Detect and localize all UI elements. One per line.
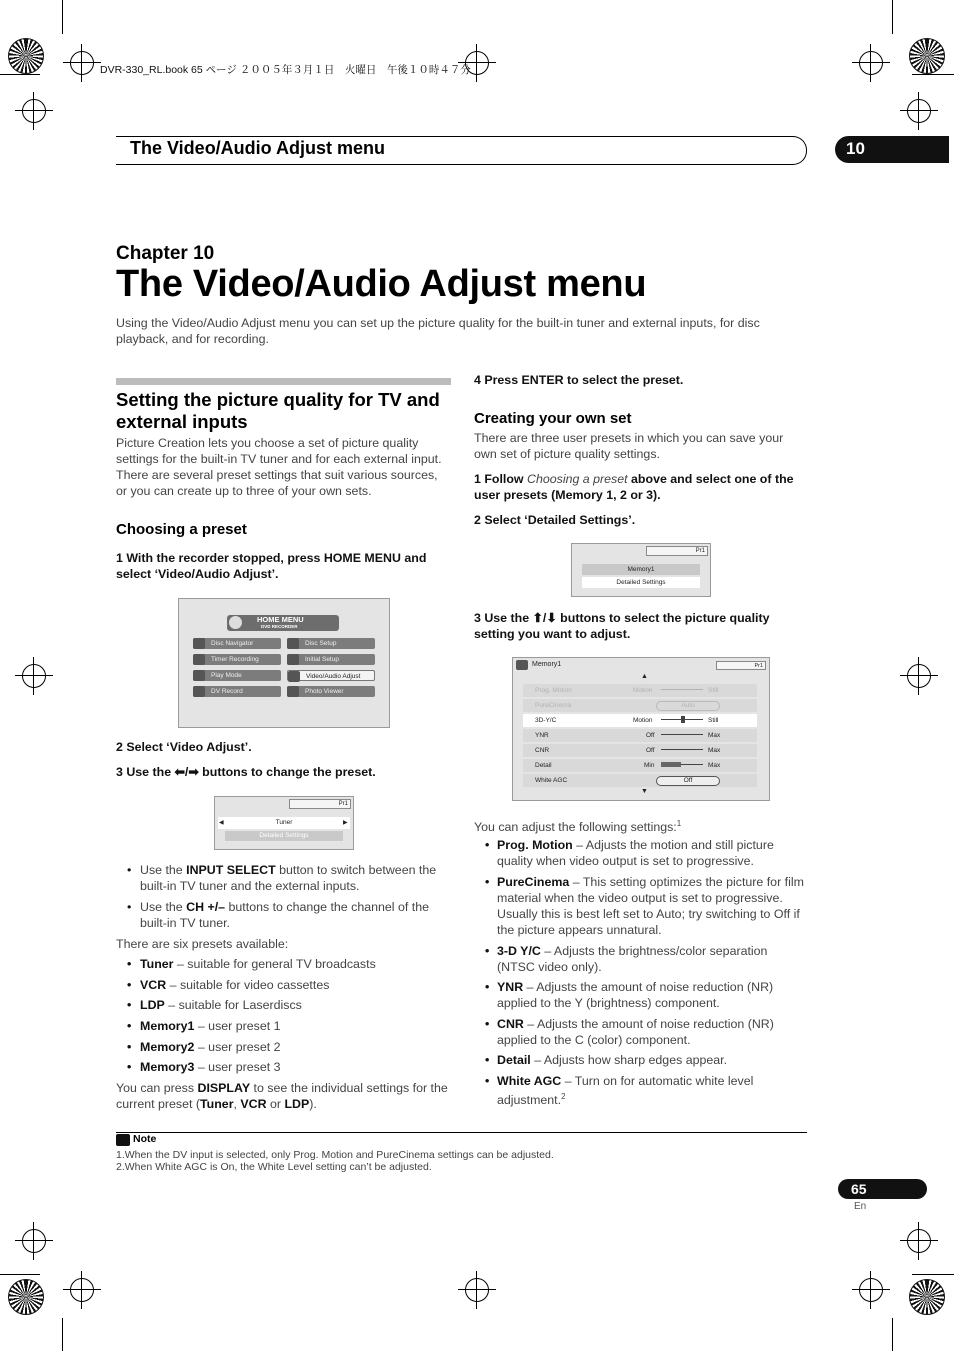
note-icon — [116, 1134, 130, 1146]
menu-item-icon — [287, 654, 299, 665]
setting-row-prog-motion[interactable]: Prog. Motion Motion Still — [523, 684, 757, 697]
presets-intro: There are six presets available: — [116, 937, 289, 951]
down-arrow-icon: ▼ — [641, 788, 648, 795]
intro-paragraph: Using the Video/Audio Adjust menu you can set up the picture quality for the built-in tuner and external inputs, for disc playback, and for recording. — [116, 316, 760, 346]
menu-initial-setup[interactable]: Initial Setup — [287, 654, 375, 665]
preset-badge: Pr1 — [716, 661, 766, 670]
setting-desc: • CNR – Adjusts the amount of noise reduction (NR) applied to the C (color) component. — [485, 1017, 774, 1047]
page-number-tab — [838, 1179, 927, 1199]
setting-desc: • 3-D Y/C – Adjusts the brightness/color separation (NTSC video only). — [485, 944, 768, 974]
own-set-body: There are three user presets in which you can save your own set of picture quality settings. — [474, 431, 784, 461]
preset-badge: Pr1 — [646, 546, 708, 556]
step-2: 2 Select ‘Video Adjust’. — [116, 740, 252, 754]
crop-line — [62, 0, 63, 34]
section-body: Picture Creation lets you choose a set of picture quality settings for the built-in TV tuner and for each external input. There are several preset settings that suit various sources, or you can create up to three of your own sets. — [116, 436, 442, 498]
preset-item: • Memory3 – user preset 3 — [127, 1060, 281, 1074]
subheading-choosing-preset: Choosing a preset — [116, 521, 247, 538]
slider-track — [661, 749, 703, 752]
running-header-title: The Video/Audio Adjust menu — [130, 138, 386, 158]
preset-badge: Pr1 — [289, 799, 351, 809]
menu-item-icon — [193, 686, 205, 697]
bullet-ch: • Use the CH +/– buttons to change the channel of the built-in TV tuner. — [127, 900, 429, 930]
footnote-1: 1.When the DV input is selected, only Prog. Motion and PureCinema settings can be adjusted. — [116, 1149, 554, 1161]
preset-item: • Memory2 – user preset 2 — [127, 1040, 281, 1054]
setting-row-ynr[interactable]: YNR Off Max — [523, 729, 757, 742]
menu-item-icon — [287, 638, 299, 649]
menu-item-icon — [193, 654, 205, 665]
menu-dv-record[interactable]: DV Record — [193, 686, 281, 697]
display-note: You can press DISPLAY to see the individual settings for the current preset (Tuner, VCR or LDP). — [116, 1081, 448, 1111]
page-number: 65 — [851, 1181, 867, 1197]
crop-line — [892, 1318, 893, 1351]
preset-item: • Memory1 – user preset 1 — [127, 1019, 281, 1033]
tuner-preset-screenshot — [214, 796, 354, 850]
crop-line — [892, 0, 893, 34]
crop-line — [912, 1274, 954, 1275]
preset-item: • LDP – suitable for Laserdiscs — [127, 998, 302, 1012]
crop-mark-sunburst — [909, 1279, 945, 1315]
setting-row-white-agc[interactable]: White AGC Off — [523, 774, 757, 787]
up-arrow-icon: ▲ — [641, 673, 648, 680]
home-menu-screenshot — [178, 598, 390, 728]
slider-fill — [661, 762, 681, 767]
chapter-tab-number: 10 — [846, 139, 865, 158]
menu-item-icon — [193, 638, 205, 649]
detailed-settings-screenshot — [512, 657, 770, 801]
video-icon — [516, 660, 528, 670]
home-menu-banner — [227, 615, 339, 631]
language-code: En — [854, 1201, 867, 1212]
setting-desc: • Detail – Adjusts how sharp edges appear. — [485, 1053, 728, 1067]
slider-track — [661, 734, 703, 737]
setting-desc: • YNR – Adjusts the amount of noise reduction (NR) applied to the Y (brightness) component. — [485, 980, 774, 1010]
page-title: The Video/Audio Adjust menu — [116, 263, 647, 305]
chapter-label: Chapter 10 — [116, 243, 215, 264]
setting-row-purecinema[interactable]: PureCinema Auto — [523, 699, 757, 712]
step-4: 4 Press ENTER to select the preset. — [474, 373, 684, 387]
chapter-tab — [835, 136, 949, 163]
book-file-line: DVR-330_RL.book 65 ページ ２００５年３月１日 火曜日 午後１０時４７分 — [100, 64, 471, 76]
setting-desc: • PureCinema – This setting optimizes the picture for film material when the video output is set to progressive. Usually this is best left set to Auto; try switching to Off if the picture appears unnatural. — [485, 875, 804, 937]
registration-mark — [907, 1229, 931, 1253]
crop-mark-sunburst — [8, 1279, 44, 1315]
detailed-settings-item[interactable]: Detailed Settings — [582, 577, 700, 588]
note-rule — [116, 1132, 807, 1133]
registration-mark — [70, 51, 94, 75]
setting-desc: • Prog. Motion – Adjusts the motion and still picture quality when video output is set to progressive. — [485, 838, 774, 868]
section-heading: Setting the picture quality for TV and external inputs — [116, 389, 440, 432]
menu-disc-navigator[interactable]: Disc Navigator — [193, 638, 281, 649]
bullet-input-select: • Use the INPUT SELECT button to switch between the built-in TV tuner and the external inputs. — [127, 863, 437, 893]
left-arrow-icon: ◀ — [219, 820, 224, 826]
menu-play-mode[interactable]: Play Mode — [193, 670, 281, 681]
disc-icon — [229, 616, 242, 629]
menu-item-icon — [287, 686, 299, 697]
registration-mark — [907, 664, 931, 688]
step-2-own: 2 Select ‘Detailed Settings’. — [474, 513, 636, 527]
registration-mark — [22, 664, 46, 688]
right-arrow-icon: ▶ — [343, 820, 348, 826]
preset-item: • Tuner – suitable for general TV broadcasts — [127, 957, 376, 971]
preset-selector[interactable]: Tuner — [218, 817, 350, 829]
step-3-own: 3 Use the ⬆/⬇ buttons to select the picture quality setting you want to adjust. — [474, 611, 770, 641]
registration-mark — [907, 99, 931, 123]
menu-item-icon — [193, 670, 205, 681]
crop-line — [0, 74, 40, 75]
slider-track — [661, 689, 703, 692]
menu-video-audio-adjust[interactable]: Video/Audio Adjust — [287, 670, 375, 681]
menu-item-icon — [288, 671, 300, 682]
note-label: Note — [133, 1133, 157, 1145]
setting-row-cnr[interactable]: CNR Off Max — [523, 744, 757, 757]
subheading-creating-own-set: Creating your own set — [474, 410, 632, 427]
menu-timer-recording[interactable]: Timer Recording — [193, 654, 281, 665]
home-menu-subtitle: DVD RECORDER — [261, 624, 298, 629]
memory1-item[interactable]: Memory1 — [582, 564, 700, 575]
registration-mark — [22, 1229, 46, 1253]
setting-row-detail[interactable]: Detail Min Max — [523, 759, 757, 772]
step-1: 1 With the recorder stopped, press HOME MENU and select ‘Video/Audio Adjust’. — [116, 551, 427, 581]
crop-line — [0, 1274, 40, 1275]
step-1-own: 1 Follow Choosing a preset above and select one of the user presets (Memory 1, 2 or 3). — [474, 472, 794, 502]
menu-disc-setup[interactable]: Disc Setup — [287, 638, 375, 649]
step-3: 3 Use the ⬅/➡ buttons to change the preset. — [116, 765, 376, 779]
section-rule — [116, 378, 451, 385]
registration-mark — [70, 1278, 94, 1302]
registration-mark — [859, 51, 883, 75]
settings-title: Memory1 — [532, 661, 562, 668]
preset-item: • VCR – suitable for video cassettes — [127, 978, 330, 992]
setting-desc: • White AGC – Turn on for automatic white level adjustment.$^2$ — [485, 1074, 754, 1108]
menu-photo-viewer[interactable]: Photo Viewer — [287, 686, 375, 697]
registration-mark — [859, 1278, 883, 1302]
slider-thumb — [681, 716, 685, 723]
crop-mark-sunburst — [909, 38, 945, 74]
footnote-2: 2.When White AGC is On, the White Level setting can’t be adjusted. — [116, 1161, 432, 1173]
registration-mark — [465, 1278, 489, 1302]
detailed-settings-disabled: Detailed Settings — [225, 831, 343, 841]
crop-mark-sunburst — [8, 38, 44, 74]
memory-preset-screenshot — [571, 543, 711, 597]
slider-track — [681, 764, 703, 767]
setting-row-3d-yc[interactable]: 3D-Y/C Motion Still — [523, 714, 757, 727]
crop-line — [62, 1318, 63, 1351]
crop-line — [912, 74, 954, 75]
adjust-intro: You can adjust the following settings:$^1$ — [474, 819, 682, 835]
home-menu-title: HOME MENU — [257, 615, 304, 624]
registration-mark — [22, 99, 46, 123]
